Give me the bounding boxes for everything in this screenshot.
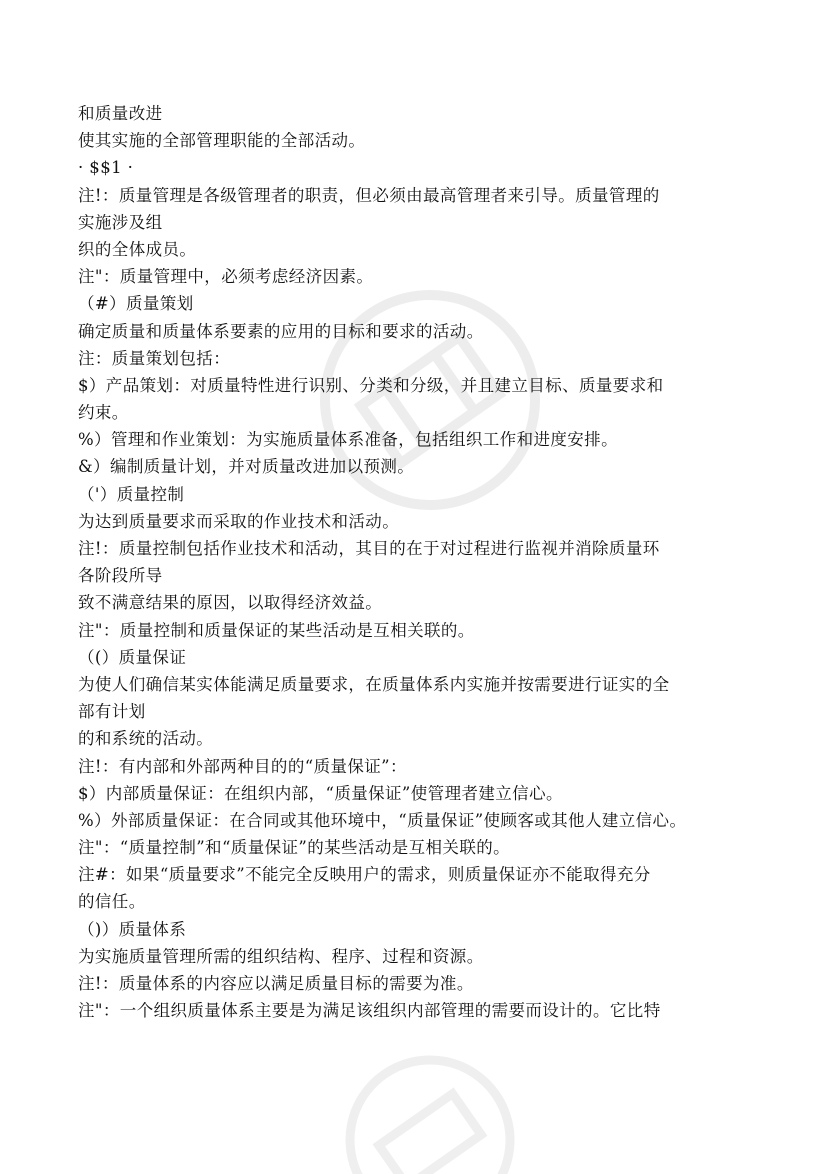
section-heading: （'）质量控制 bbox=[78, 484, 185, 504]
text-line: 注!：有内部和外部两种目的的“质量保证”： bbox=[78, 756, 407, 776]
text-line: 和质量改进 bbox=[78, 104, 163, 123]
section-heading: （(）质量保证 bbox=[78, 647, 187, 667]
text-line: 注"：质量管理中，必须考虑经济因素。 bbox=[78, 267, 374, 287]
text-line: 致不满意结果的原因，以取得经济效益。 bbox=[78, 593, 383, 613]
text-line: 确定质量和质量体系要素的应用的目标和要求的活动。 bbox=[78, 321, 484, 341]
text-line: 织的全体成员。 bbox=[78, 239, 197, 259]
text-line: 各阶段所导 bbox=[78, 566, 163, 586]
text-line: 注#：如果“质量要求”不能完全反映用户的需求，则质量保证亦不能取得充分 bbox=[78, 865, 651, 885]
section-heading: （)）质量体系 bbox=[78, 919, 187, 939]
text-line: 注!：质量体系的内容应以满足质量目标的需要为准。 bbox=[78, 974, 474, 993]
text-line: 实施涉及组 bbox=[78, 212, 163, 232]
text-line: 部有计划 bbox=[78, 702, 146, 722]
watermark-logo-bottom bbox=[330, 1040, 530, 1174]
text-line: 注!：质量控制包括作业技术和活动，其目的在于对过程进行监视并消除质量环 bbox=[78, 539, 660, 558]
text-line: %）外部质量保证：在合同或其他环境中，“质量保证”使顾客或其他人建立信心。 bbox=[78, 810, 687, 830]
text-line: 注"：一个组织质量体系主要是为满足该组织内部管理的需要而设计的。它比特 bbox=[78, 1001, 661, 1021]
text-line: %）管理和作业策划：为实施质量体系准备，包括组织工作和进度安排。 bbox=[78, 430, 618, 450]
text-line: 为实施质量管理所需的组织结构、程序、过程和资源。 bbox=[78, 946, 484, 966]
document-body bbox=[78, 100, 768, 1024]
text-line: 使其实施的全部管理职能的全部活动。 bbox=[78, 131, 366, 151]
text-line: 的和系统的活动。 bbox=[78, 729, 214, 749]
text-line: $）产品策划：对质量特性进行识别、分类和分级，并且建立目标、质量要求和 bbox=[78, 375, 664, 395]
text-line: 注"：质量控制和质量保证的某些活动是互相关联的。 bbox=[78, 620, 475, 640]
text-line: &）编制质量计划，并对质量改进加以预测。 bbox=[78, 457, 415, 477]
text-line: $）内部质量保证：在组织内部，“质量保证”使管理者建立信心。 bbox=[78, 783, 563, 803]
text-line: 注：质量策划包括： bbox=[78, 348, 231, 368]
text-line: 注!：质量管理是各级管理者的职责，但必须由最高管理者来引导。质量管理的 bbox=[78, 185, 660, 205]
text-line: 为使人们确信某实体能满足质量要求，在质量体系内实施并按需要进行证实的全 bbox=[78, 674, 670, 694]
page-number-marker: · $$1 · bbox=[78, 158, 134, 178]
text-line: 注"：“质量控制”和“质量保证”的某些活动是互相关联的。 bbox=[78, 838, 511, 858]
text-line: 约束。 bbox=[78, 403, 129, 423]
text-line: 为达到质量要求而采取的作业技术和活动。 bbox=[78, 511, 400, 531]
section-heading: （#）质量策划 bbox=[78, 294, 194, 314]
text-line: 的信任。 bbox=[78, 892, 146, 912]
